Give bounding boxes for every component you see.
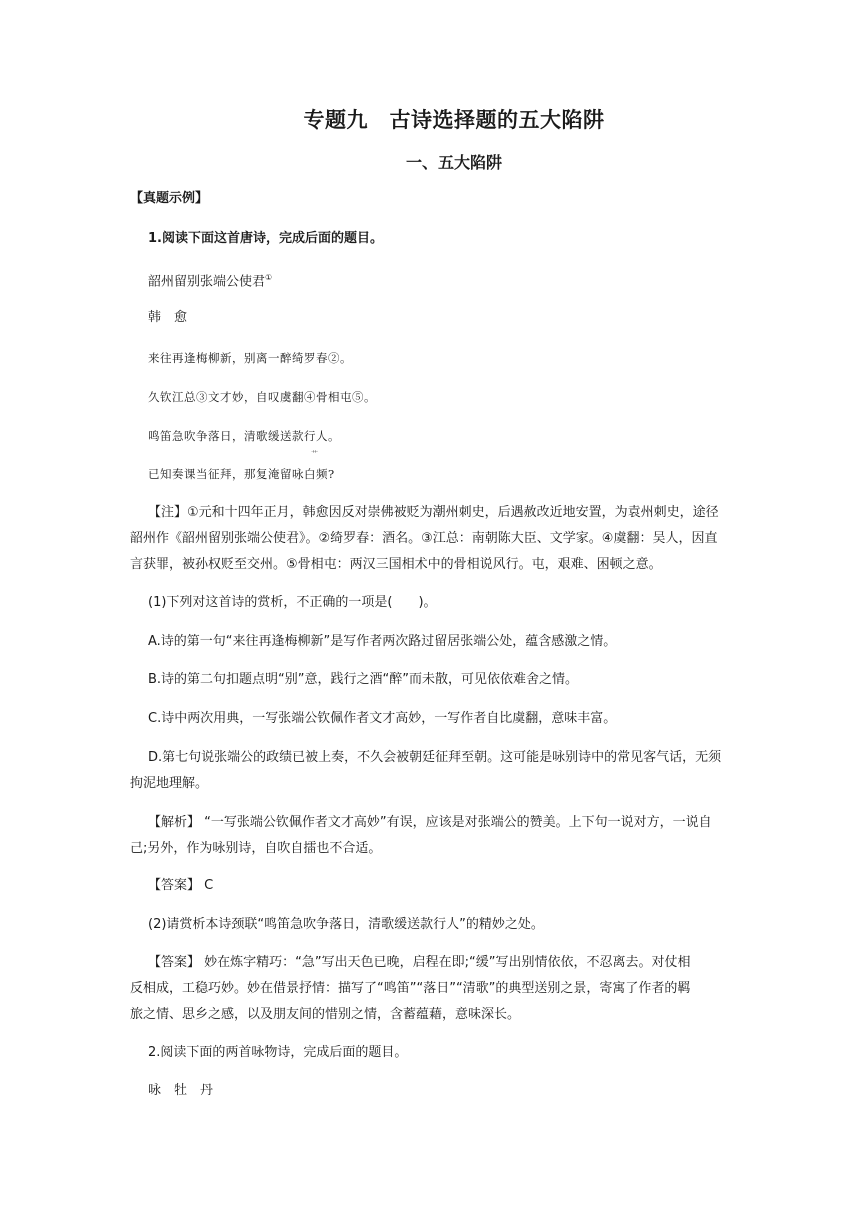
poem-title-text: 韶州留别张端公使君 (148, 274, 266, 290)
poem-line-2: 久钦江总③文才妙，自叹虞翻④骨相屯⑤。 (148, 390, 376, 404)
answer-2-line-2: 反相成，工稳巧妙。妙在借景抒情：描写了“鸣笛”“落日”“清歌”的典型送别之景，寄寓了作者的羁 (130, 981, 691, 996)
note-line-3: 言获罪，被孙权贬至交州。⑤骨相屯：两汉三国相术中的骨相说风行。屯，艰难、困顿之意。 (130, 557, 662, 572)
question-2-prompt: 2.阅读下面的两首咏物诗，完成后面的题目。 (148, 1045, 408, 1060)
poem-title-note: ① (265, 273, 273, 282)
question-1-1: (1)下列对这首诗的赏析，不正确的一项是( )。 (148, 595, 437, 610)
poem-line-4: 已知奏课当征拜，那复淹留咏白频? (148, 467, 335, 481)
option-c: C.诗中两次用典，一写张端公钦佩作者文才高妙，一写作者自比虞翻，意味丰富。 (148, 711, 617, 726)
analysis-line-2: 己;另外，作为咏别诗，自吹自擂也不合适。 (130, 841, 382, 856)
answer-2-line-1: 【答案】 妙在炼字精巧：“急”写出天色已晚，启程在即;“缓”写出别情依依，不忍离去。对仗相 (148, 955, 691, 970)
option-d-line-1: D.第七句说张端公的政绩已被上奏，不久会被朝廷征拜至朝。这可能是咏别诗中的常见客气话，无须 (148, 750, 722, 765)
question-1-prompt: 1.阅读下面这首唐诗，完成后面的题目。 (148, 231, 383, 246)
answer-1: 【答案】 C (148, 878, 214, 893)
answer-2-line-3: 旅之情、思乡之感，以及朋友间的惜别之情，含蓄蕴藉，意味深长。 (130, 1007, 521, 1022)
note-line-1: 【注】①元和十四年正月，韩愈因反对崇佛被贬为潮州刺史，后遇赦改近地安置，为袁州刺史，途径 (148, 505, 719, 520)
option-b: B.诗的第二句扣题点明“别”意，践行之酒“醉”而未散，可见依依难舍之情。 (148, 672, 578, 687)
poem-line-3: 鸣笛急吹争落日，清歌缓送款行人。 (148, 429, 340, 443)
poem-author: 韩 愈 (148, 310, 188, 325)
page-title: 专题九 古诗选择题的五大陷阱 (303, 108, 605, 132)
poem-title (148, 265, 730, 295)
small-mark: 艹 (311, 450, 318, 458)
analysis-line-1: 【解析】 “一写张端公钦佩作者文才高妙”有误，应该是对张端公的赞美。上下句一说对方，一说自 (148, 815, 712, 830)
section-heading: 【真题示例】 (130, 191, 209, 206)
question-1-2: (2)请赏析本诗颈联“鸣笛急吹争落日，清歌缓送款行人”的精妙之处。 (148, 917, 544, 932)
option-d-line-2: 拘泥地理解。 (130, 776, 209, 791)
section-subtitle: 一、五大陷阱 (405, 153, 502, 172)
note-line-2: 韶州作《韶州留别张端公使君》。②绮罗春：酒名。③江总：南朝陈大臣、文学家。④虞翻：吴人，因直 (130, 531, 718, 546)
poem-2-title: 咏 牡 丹 (148, 1083, 214, 1098)
option-a: A.诗的第一句“来往再逢梅柳新”是写作者两次路过留居张端公处，蕴含感激之情。 (148, 634, 617, 649)
poem-line-1: 来往再逢梅柳新，别离一醉绮罗春②。 (148, 351, 352, 365)
